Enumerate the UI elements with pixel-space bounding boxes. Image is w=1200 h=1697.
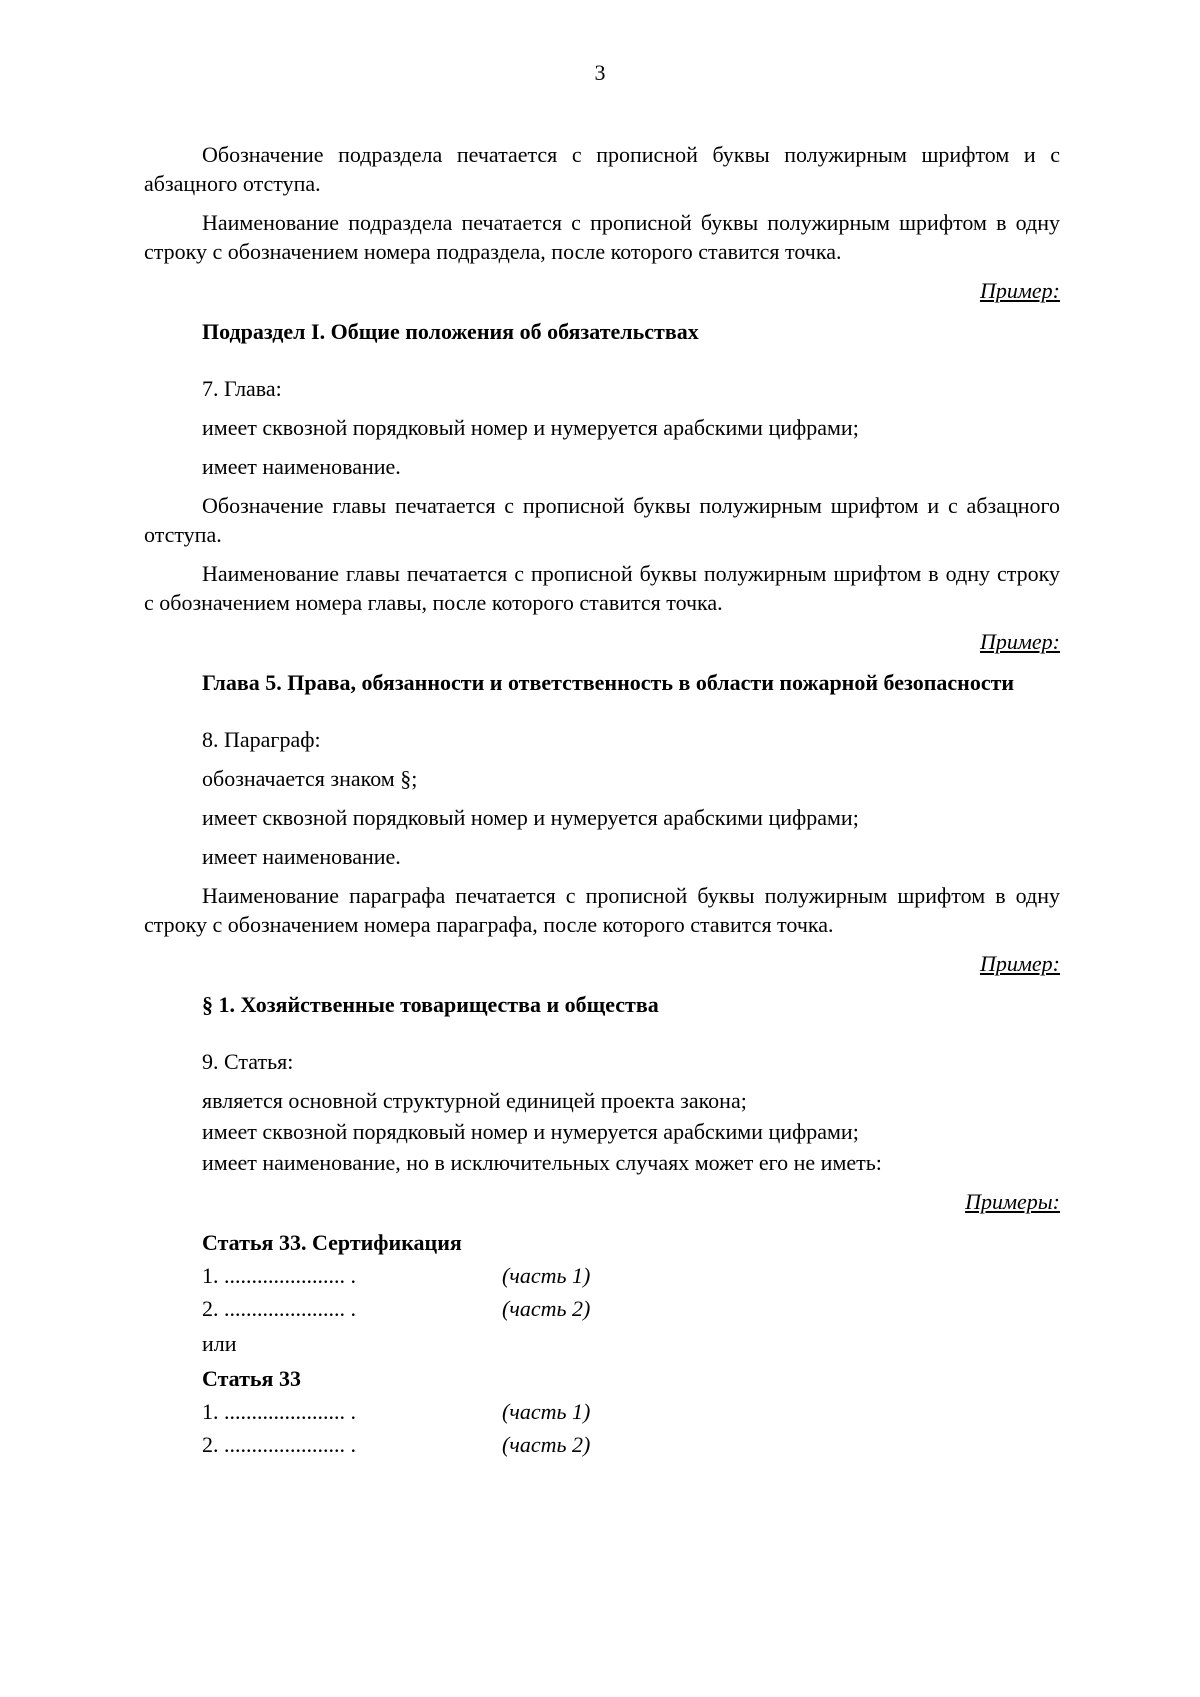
example-label: Пример: (979, 278, 1060, 303)
part-number: 2. ...................... . (202, 1296, 356, 1321)
item-9-line-2: имеет сквозной порядковый номер и нумеруется арабскими цифрами; (202, 1119, 859, 1144)
example-chapter-heading: Глава 5. Права, обязанности и ответственность в области пожарной безопасности (202, 670, 1015, 695)
item-7-line-1: имеет сквозной порядковый номер и нумеруется арабскими цифрами; (202, 415, 859, 440)
part-number: 1. ...................... . (202, 1263, 356, 1288)
item-7-line-2: имеет наименование. (202, 454, 401, 479)
paragraph-chapter-designation: Обозначение главы печатается с прописной буквы полужирным шрифтом и с абзацного отступа. (144, 493, 1060, 547)
item-7-head: 7. Глава: (202, 376, 282, 401)
part-number: 2. ...................... . (202, 1432, 356, 1457)
example-subsection-heading: Подраздел I. Общие положения об обязательствах (202, 319, 699, 344)
part-label: (часть 1) (502, 1399, 591, 1424)
part-label: (часть 1) (502, 1263, 591, 1288)
paragraph-chapter-name: Наименование главы печатается с прописной буквы полужирным шрифтом в одну строку с обозначением номера главы, после которого ставится точка. (144, 561, 1060, 615)
article-part-row (144, 1294, 1060, 1323)
part-label: (часть 2) (502, 1432, 591, 1457)
item-9-line-1: является основной структурной единицей проекта закона; (202, 1088, 747, 1113)
part-label: (часть 2) (502, 1296, 591, 1321)
article-part-row (144, 1430, 1060, 1459)
item-8-head: 8. Параграф: (202, 727, 321, 752)
paragraph-subsection-name: Наименование подраздела печатается с прописной буквы полужирным шрифтом в одну строку с обозначением номера подраздела, после которого ставится точка. (144, 210, 1060, 264)
item-9-line-3: имеет наименование, но в исключительных случаях может его не иметь: (202, 1150, 882, 1175)
examples-label: Примеры: (965, 1189, 1060, 1214)
document-body (144, 140, 1060, 1463)
article-33-certification-heading: Статья 33. Сертификация (202, 1230, 462, 1255)
article-part-row (144, 1397, 1060, 1426)
or-separator: или (202, 1331, 237, 1356)
item-9-head: 9. Статья: (202, 1049, 294, 1074)
article-part-row (144, 1261, 1060, 1290)
paragraph-subsection-designation: Обозначение подраздела печатается с прописной буквы полужирным шрифтом и с абзацного отступа. (144, 142, 1060, 196)
item-8-line-1: обозначается знаком §; (202, 766, 418, 791)
item-8-line-2: имеет сквозной порядковый номер и нумеруется арабскими цифрами; (202, 805, 859, 830)
paragraph-paragraph-name: Наименование параграфа печатается с прописной буквы полужирным шрифтом в одну строку с обозначением номера параграфа, после которого ставится точка. (144, 883, 1060, 937)
article-33-heading: Статья 33 (202, 1366, 301, 1391)
example-label: Пример: (979, 951, 1060, 976)
item-8-line-3: имеет наименование. (202, 844, 401, 869)
example-paragraph-heading: § 1. Хозяйственные товарищества и общества (202, 992, 659, 1017)
page-number: 3 (594, 60, 606, 85)
part-number: 1. ...................... . (202, 1399, 356, 1424)
example-label: Пример: (979, 629, 1060, 654)
